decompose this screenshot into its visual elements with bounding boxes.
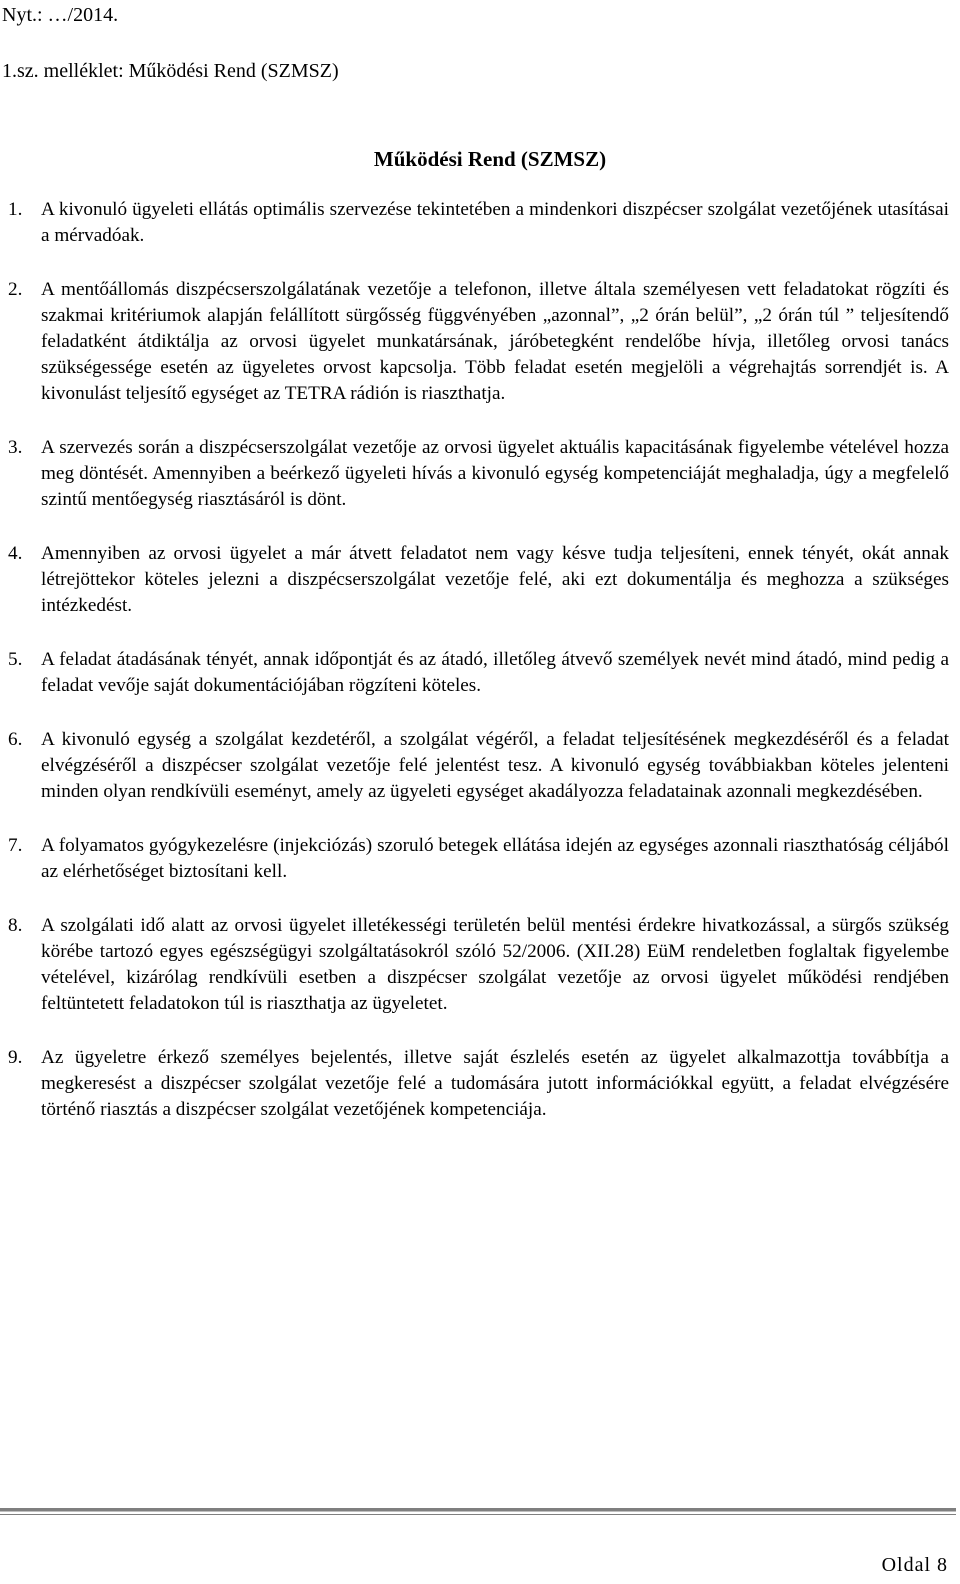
item-number: 2.: [8, 279, 23, 300]
list-item: [0, 727, 960, 805]
list-item: [0, 197, 960, 249]
footer-divider-thin: [0, 1514, 956, 1515]
list-item: [0, 1045, 960, 1123]
item-text: A kivonuló ügyeleti ellátás optimális szervezése tekintetében a mindenkori diszpécser szolgálat vezetőjének utasításai a mérvadóak.: [41, 199, 949, 246]
reference-number: Nyt.: …/2014.: [2, 4, 119, 26]
rules-list: [0, 197, 960, 1151]
item-number: 4.: [8, 543, 23, 564]
item-text: A szervezés során a diszpécserszolgálat vezetője az orvosi ügyelet aktuális kapacitásának figyelembe vételével hozza meg döntését. Amennyiben a beérkező ügyeleti hívás a kivonuló egység kompetenciáját meghaladja, úgy a megfelelő szintű mentőegység riasztásáról is dönt.: [41, 437, 949, 510]
item-text: A mentőállomás diszpécserszolgálatának vezetője a telefonon, illetve általa személyesen vett feladatokat rögzíti és szakmai kritériumok alapján felállított sürgősség függvényében „azonnal”, „2 órán belül”, „2 órán túl ” teljesítendő feladatként átdiktálja az orvosi ügyelet munkatársának, járóbetegként rendelőbe hívja, illetőleg orvosi tanács szükségessége esetén az ügyeletes orvost kapcsolja. Több feladat esetén megjelöli a végrehajtás sorrendjét is. A kivonulást teljesítő egységet az TETRA rádión is riaszthatja.: [41, 279, 949, 404]
item-number: 1.: [8, 199, 23, 220]
item-number: 3.: [8, 437, 23, 458]
list-item: [0, 913, 960, 1017]
item-number: 8.: [8, 915, 23, 936]
item-text: A szolgálati idő alatt az orvosi ügyelet illetékességi területén belül mentési érdekre hivatkozással, a sürgős szükség körébe tartozó egyes egészségügyi szolgáltatásokról szóló 52/2006. (XII.28) EüM rendeletben foglaltak figyelembe vételével, kizárólag rendkívüli esetben a diszpécser szolgálat vezetője az orvosi ügyelet működési rendjében feltüntetett feladatokon túl is riaszthatja az ügyeletet.: [41, 915, 949, 1014]
list-item: [0, 541, 960, 619]
item-text: A kivonuló egység a szolgálat kezdetéről, a szolgálat végéről, a feladat teljesítésének megkezdéséről és a feladat elvégzéséről a diszpécser szolgálat vezetője felé jelentést tesz. A kivonuló egység továbbiakban köteles jelenteni minden olyan rendkívüli eseményt, amely az ügyeleti egységet akadályozza feladatainak azonnali megkezdésében.: [41, 729, 949, 802]
footer-divider: [0, 1508, 956, 1512]
list-item: [0, 833, 960, 885]
list-item: [0, 277, 960, 407]
item-number: 7.: [8, 835, 23, 856]
item-text: A feladat átadásának tényét, annak időpontját és az átadó, illetőleg átvevő személyek nevét mind átadó, mind pedig a feladat vevője saját dokumentációjában rögzíteni köteles.: [41, 649, 949, 696]
annex-label: 1.sz. melléklet: Működési Rend (SZMSZ): [2, 60, 339, 82]
page-number: Oldal 8: [881, 1554, 948, 1576]
item-number: 5.: [8, 649, 23, 670]
document-title: Működési Rend (SZMSZ): [373, 147, 607, 171]
item-number: 6.: [8, 729, 23, 750]
list-item: [0, 435, 960, 513]
item-text: A folyamatos gyógykezelésre (injekciózás) szoruló betegek ellátása idején az egységes azonnali riaszthatóság céljából az elérhetőséget biztosítani kell.: [41, 835, 949, 882]
item-text: Amennyiben az orvosi ügyelet a már átvett feladatot nem vagy késve tudja teljesíteni, ennek tényét, okát annak létrejöttekor köteles jelezni a diszpécserszolgálat vezetője felé, aki ezt dokumentálja és meghozza a szükséges intézkedést.: [41, 543, 949, 616]
item-number: 9.: [8, 1047, 23, 1068]
item-text: Az ügyeletre érkező személyes bejelentés, illetve saját észlelés esetén az ügyelet alkalmazottja továbbítja a megkeresést a diszpécser szolgálat vezetője felé a tudomására jutott információkkal együtt, a feladat elvégzésére történő riasztás a diszpécser szolgálat vezetőjének kompetenciája.: [41, 1047, 949, 1120]
list-item: [0, 647, 960, 699]
